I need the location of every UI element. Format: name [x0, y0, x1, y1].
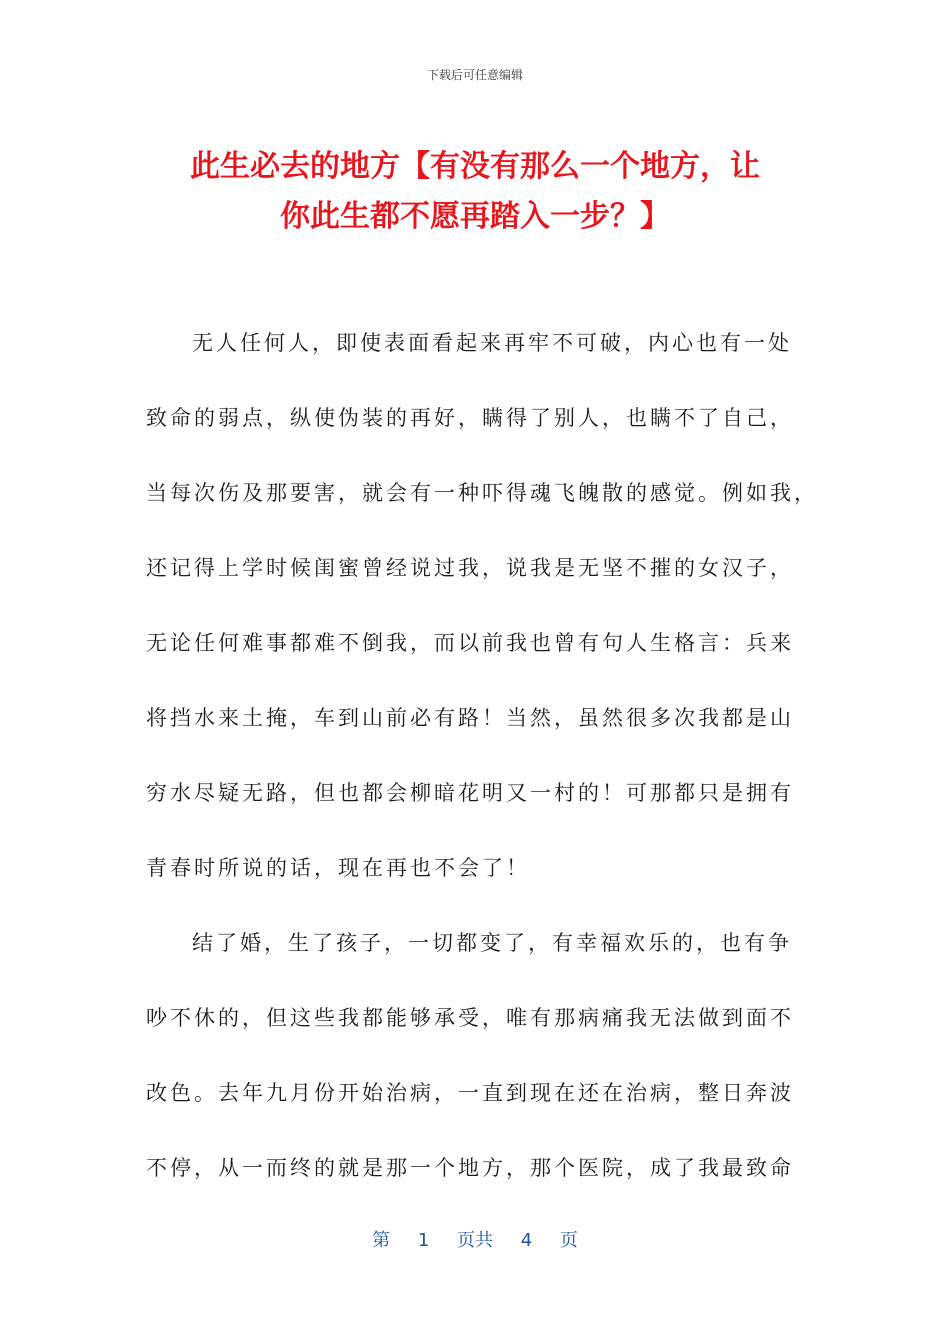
paragraph-2: [146, 922, 806, 1222]
footer-middle: 页共: [457, 1230, 493, 1251]
page-footer: [0, 1226, 950, 1252]
text-line: 穷水尽疑无路，但也都会柳暗花明又一村的！可那都只是拥有: [146, 781, 794, 805]
article-body: [146, 322, 818, 1222]
text-line: 致命的弱点，纵使伪装的再好，瞒得了别人，也瞒不了自己，: [146, 406, 794, 430]
text-line: 将挡水来土掩，车到山前必有路！当然，虽然很多次我都是山: [146, 706, 794, 730]
paragraph-1: [146, 322, 818, 922]
text-line: 不停，从一而终的就是那一个地方，那个医院，成了我最致命: [146, 1156, 794, 1180]
text-line: 当每次伤及那要害，就会有一种吓得魂飞魄散的感觉。例如我，: [146, 481, 818, 505]
footer-suffix: 页: [559, 1230, 578, 1251]
page-title: [140, 142, 810, 242]
text-line: 青春时所说的话，现在再也不会了！: [146, 856, 530, 880]
text-line: 改色。去年九月份开始治病，一直到现在还在治病，整日奔波: [146, 1081, 794, 1105]
text-line: 无人任何人，即使表面看起来再牢不可破，内心也有一处: [192, 331, 792, 355]
footer-prefix: 第: [372, 1230, 391, 1251]
text-line: 吵不休的，但这些我都能够承受，唯有那病痛我无法做到面不: [146, 1006, 794, 1030]
title-line: 你此生都不愿再踏入一步？】: [280, 199, 670, 234]
text-line: 无论任何难事都难不倒我，而以前我也曾有句人生格言：兵来: [146, 631, 794, 655]
footer-total-pages: 4: [520, 1230, 533, 1251]
text-line: 结了婚，生了孩子，一切都变了，有幸福欢乐的，也有争: [192, 931, 792, 955]
header-note: 下载后可任意编辑: [426, 68, 523, 82]
text-line: 还记得上学时候闺蜜曾经说过我，说我是无坚不摧的女汉子，: [146, 556, 794, 580]
footer-page-number: 1: [417, 1230, 430, 1251]
title-line: 此生必去的地方【有没有那么一个地方，让: [190, 149, 760, 184]
